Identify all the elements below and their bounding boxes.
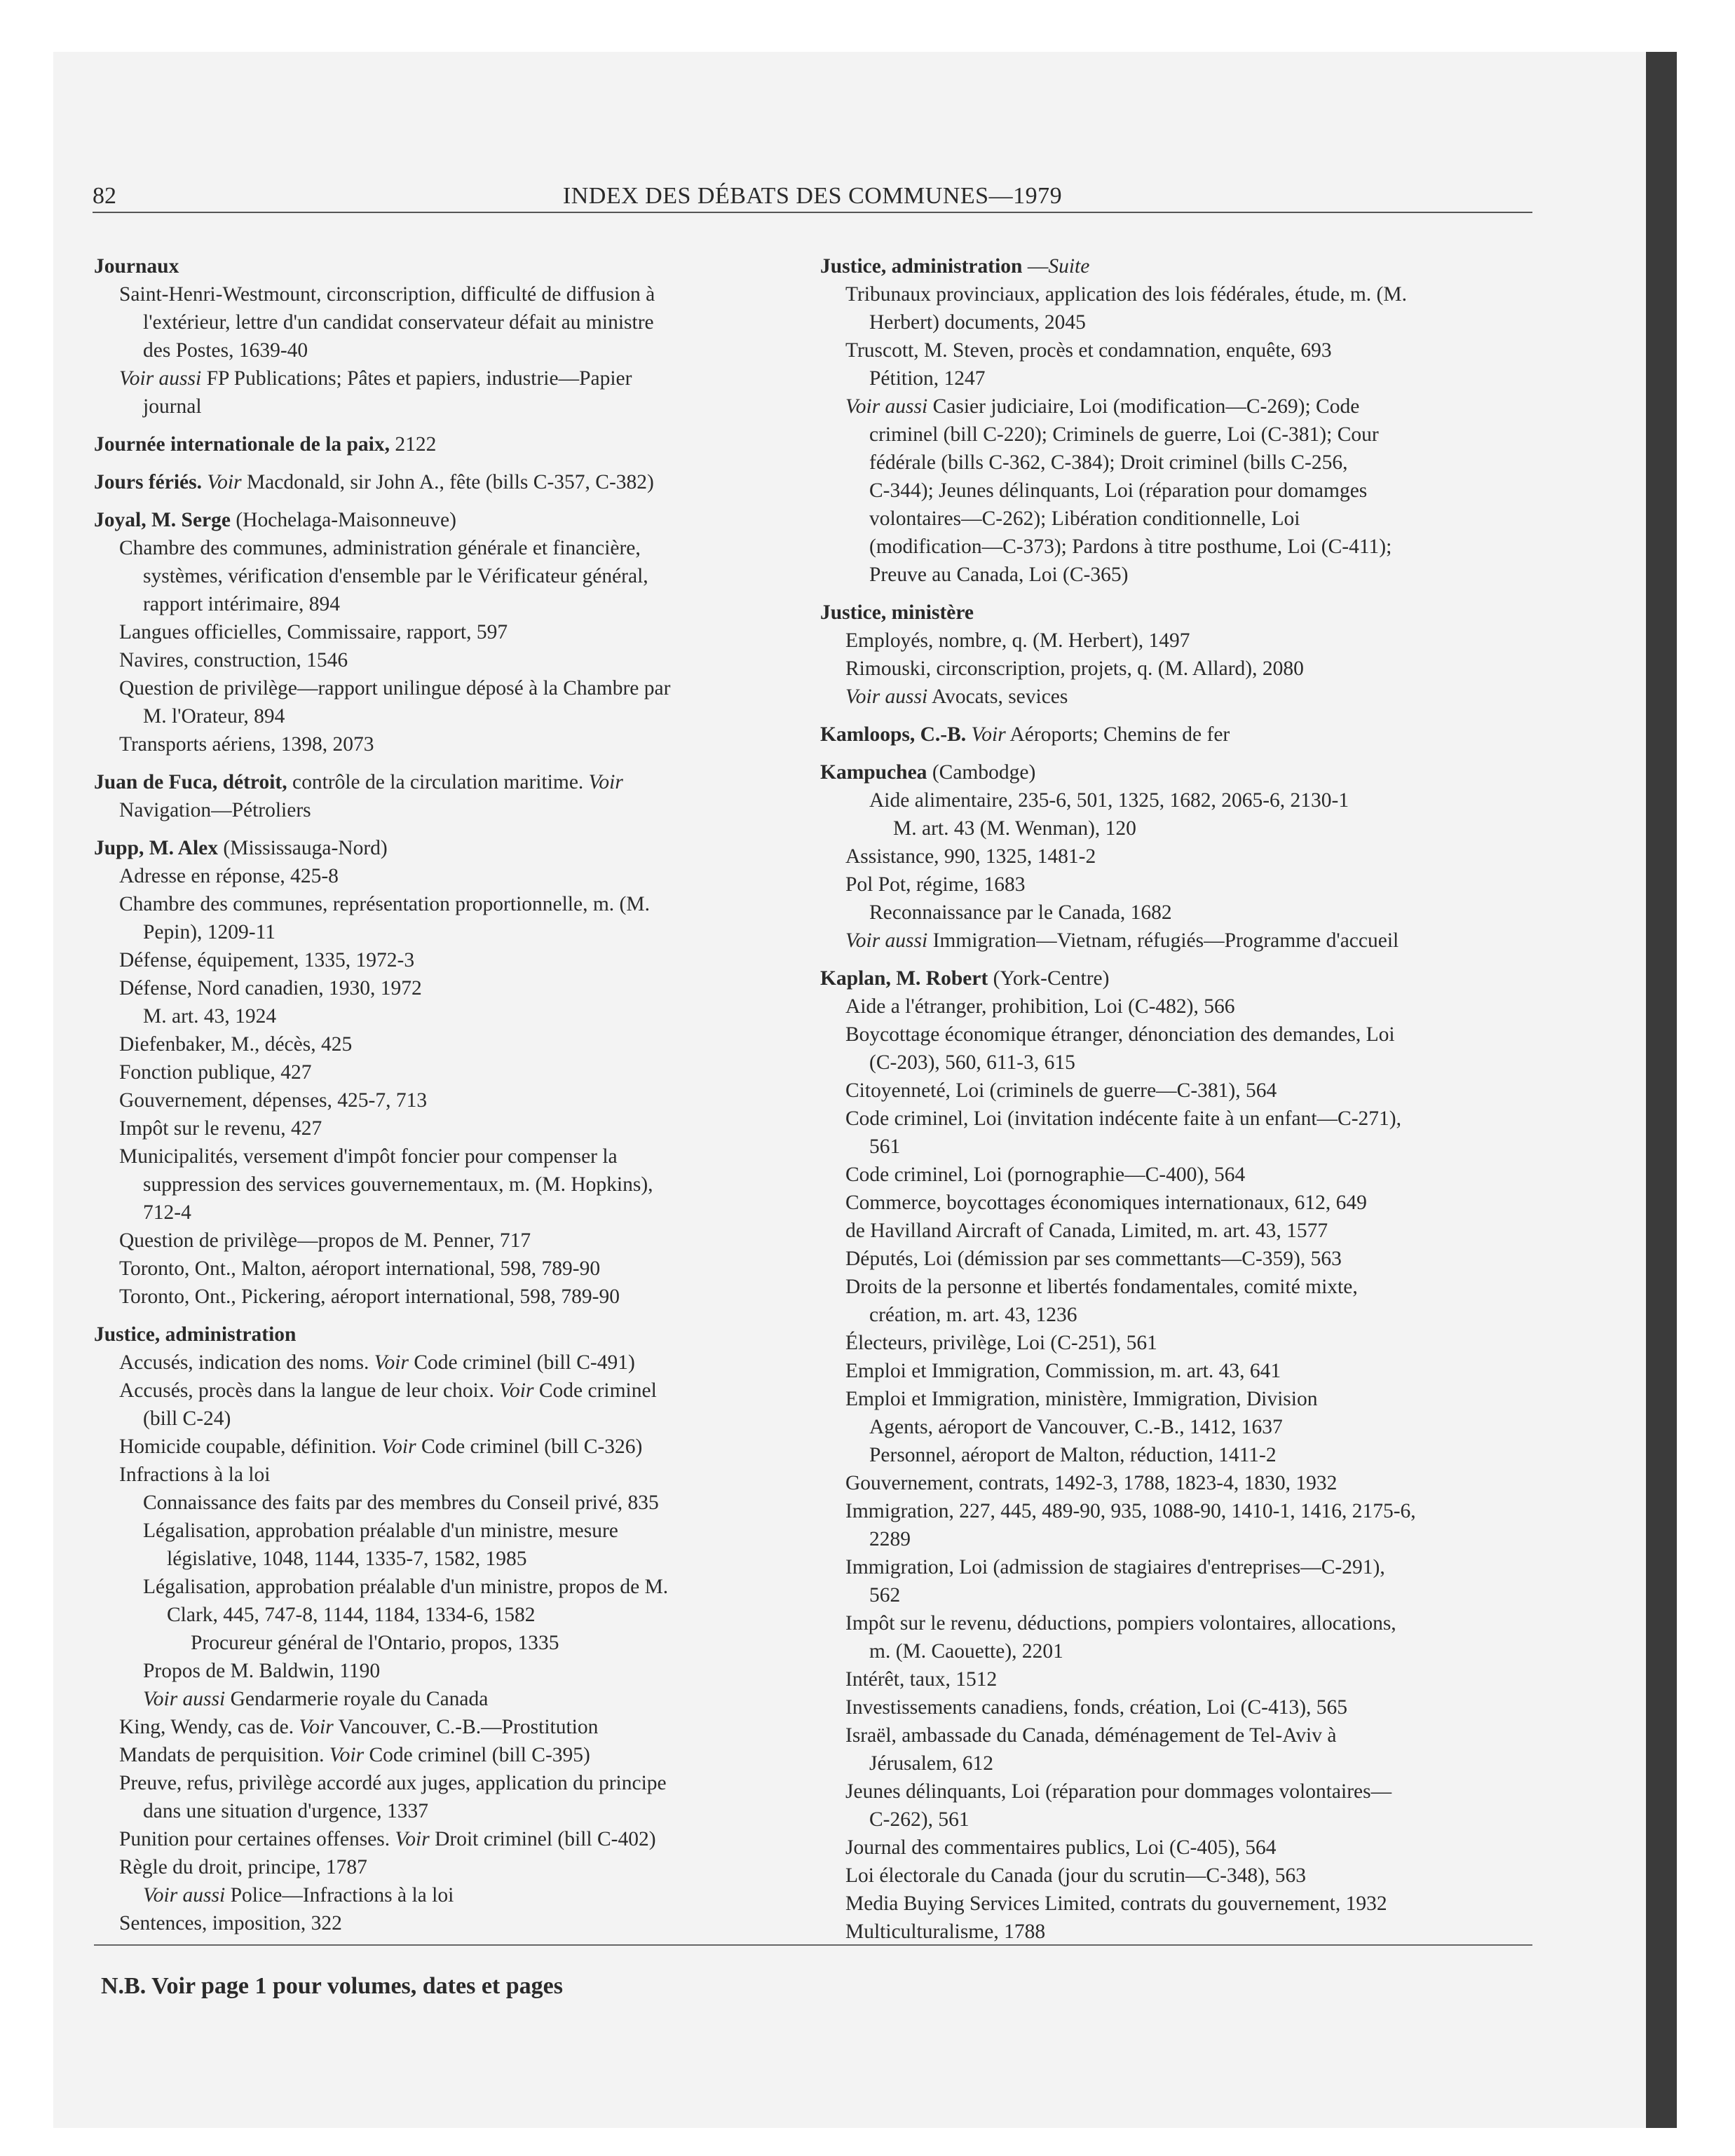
index-subentry-line bbox=[820, 786, 1497, 814]
cross-reference-label: Suite bbox=[1048, 255, 1090, 278]
index-subentry-line bbox=[820, 505, 1497, 533]
index-subentry-line bbox=[94, 1573, 770, 1601]
index-subentry-line bbox=[820, 1413, 1497, 1441]
index-subentry-line bbox=[94, 1909, 770, 1937]
index-subentry-line bbox=[94, 1741, 770, 1769]
index-subentry-line bbox=[820, 1105, 1497, 1133]
index-text: Sentences, imposition, 322 bbox=[119, 1912, 342, 1935]
index-subentry-line bbox=[820, 561, 1497, 589]
index-entry bbox=[94, 252, 770, 421]
index-subentry-line bbox=[94, 1461, 770, 1489]
cross-reference-label: Voir bbox=[381, 1435, 416, 1458]
index-text: Vancouver, C.-B.—Prostitution bbox=[333, 1716, 599, 1738]
index-entry bbox=[94, 468, 770, 496]
index-entry bbox=[820, 599, 1497, 711]
index-subentry-line bbox=[94, 1002, 770, 1030]
index-subentry-line bbox=[820, 1637, 1497, 1665]
index-subentry-line bbox=[94, 308, 770, 336]
index-subentry-line bbox=[820, 1778, 1497, 1806]
index-subentry-line bbox=[94, 1199, 770, 1227]
index-heading-line bbox=[94, 430, 770, 458]
index-text: contrôle de la circulation maritime. bbox=[287, 771, 589, 793]
index-subentry-line bbox=[820, 1693, 1497, 1721]
index-subentry-line bbox=[94, 1489, 770, 1517]
index-text: Question de privilège—propos de M. Penner, 717 bbox=[119, 1229, 531, 1252]
index-text: Truscott, M. Steven, procès et condamnation, enquête, 693 bbox=[845, 339, 1332, 362]
index-heading-line bbox=[820, 964, 1497, 992]
index-text: Adresse en réponse, 425-8 bbox=[119, 865, 339, 887]
index-text: Jérusalem, 612 bbox=[869, 1752, 993, 1775]
index-text: Pepin), 1209-11 bbox=[143, 921, 275, 943]
index-text: systèmes, vérification d'ensemble par le Vérificateur général, bbox=[143, 565, 648, 587]
index-subentry-line bbox=[820, 1918, 1497, 1946]
index-term: Justice, administration bbox=[820, 255, 1023, 278]
cross-reference-label: Voir bbox=[588, 771, 623, 793]
index-text bbox=[966, 723, 971, 746]
index-subentry-line bbox=[820, 1862, 1497, 1890]
index-subentry-line bbox=[820, 1273, 1497, 1301]
cross-reference-label: Voir aussi bbox=[845, 929, 928, 952]
index-text: M. l'Orateur, 894 bbox=[143, 705, 285, 728]
index-text: Code criminel (bill C-491) bbox=[408, 1351, 635, 1374]
index-text: Propos de M. Baldwin, 1190 bbox=[143, 1660, 381, 1682]
index-subentry-line bbox=[94, 1797, 770, 1825]
index-subentry-line bbox=[94, 1685, 770, 1713]
index-text: — bbox=[1022, 255, 1049, 278]
index-text: Macdonald, sir John A., fête (bills C-357, C-382) bbox=[241, 471, 654, 493]
index-subentry-line bbox=[820, 992, 1497, 1021]
index-text: (modification—C-373); Pardons à titre posthume, Loi (C-411); bbox=[869, 535, 1392, 558]
index-subentry-line bbox=[820, 1077, 1497, 1105]
index-term: Journaux bbox=[94, 255, 179, 278]
index-text: Gouvernement, dépenses, 425-7, 713 bbox=[119, 1089, 428, 1112]
index-text: Immigration, Loi (admission de stagiaires d'entreprises—C-291), bbox=[845, 1556, 1385, 1578]
index-text: (Mississauga-Nord) bbox=[218, 837, 388, 859]
index-term: Jupp, M. Alex bbox=[94, 837, 219, 859]
index-heading-line bbox=[820, 599, 1497, 627]
index-subentry-line bbox=[94, 1405, 770, 1433]
index-text: Chambre des communes, administration générale et financière, bbox=[119, 537, 641, 559]
footer-rule bbox=[94, 1944, 1532, 1946]
index-text: Électeurs, privilège, Loi (C-251), 561 bbox=[845, 1332, 1157, 1354]
index-text: Impôt sur le revenu, 427 bbox=[119, 1117, 322, 1140]
index-subentry-line bbox=[820, 1133, 1497, 1161]
index-text: (C-203), 560, 611-3, 615 bbox=[869, 1051, 1075, 1074]
index-heading-line bbox=[94, 506, 770, 534]
index-subentry-line bbox=[820, 1525, 1497, 1553]
index-subentry-line bbox=[820, 1049, 1497, 1077]
index-subentry-line bbox=[94, 1629, 770, 1657]
index-subentry-line bbox=[820, 842, 1497, 871]
index-text: Pol Pot, régime, 1683 bbox=[845, 873, 1026, 896]
index-text: Immigration—Vietnam, réfugiés—Programme d'accueil bbox=[927, 929, 1399, 952]
index-subentry-line bbox=[820, 533, 1497, 561]
index-text: 2122 bbox=[390, 433, 437, 456]
index-subentry-line bbox=[820, 1749, 1497, 1778]
index-text: Boycottage économique étranger, dénonciation des demandes, Loi bbox=[845, 1023, 1395, 1046]
index-text: Question de privilège—rapport unilingue déposé à la Chambre par bbox=[119, 677, 671, 700]
scan-edge-bar bbox=[1646, 52, 1677, 2128]
index-subentry-line bbox=[820, 1721, 1497, 1749]
index-text: Saint-Henri-Westmount, circonscription, difficulté de diffusion à bbox=[119, 283, 655, 306]
index-subentry-line bbox=[94, 1517, 770, 1545]
index-text: Accusés, procès dans la langue de leur choix. bbox=[119, 1379, 500, 1402]
cross-reference-label: Voir bbox=[374, 1351, 409, 1374]
index-heading-line bbox=[94, 468, 770, 496]
index-term: Justice, ministère bbox=[820, 601, 974, 624]
index-subentry-line bbox=[94, 730, 770, 758]
index-text: Navires, construction, 1546 bbox=[119, 649, 348, 671]
cross-reference-label: Voir aussi bbox=[845, 395, 928, 418]
index-text: C-344); Jeunes délinquants, Loi (réparation pour domamges bbox=[869, 479, 1368, 502]
index-entry bbox=[820, 252, 1497, 589]
index-text: criminel (bill C-220); Criminels de guerre, Loi (C-381); Cour bbox=[869, 423, 1379, 446]
index-term: Journée internationale de la paix, bbox=[94, 433, 390, 456]
index-subentry-line bbox=[820, 336, 1497, 364]
index-subentry-line bbox=[94, 1142, 770, 1171]
index-subentry-line bbox=[94, 918, 770, 946]
index-term: Kaplan, M. Robert bbox=[820, 967, 988, 990]
index-subentry-line bbox=[94, 974, 770, 1002]
index-term: Jours fériés. bbox=[94, 471, 203, 493]
index-subentry-line bbox=[820, 421, 1497, 449]
index-entry bbox=[94, 506, 770, 758]
index-text: Règle du droit, principe, 1787 bbox=[119, 1856, 367, 1878]
index-text: C-262), 561 bbox=[869, 1808, 969, 1831]
index-subentry-line bbox=[94, 393, 770, 421]
index-text: Preuve au Canada, Loi (C-365) bbox=[869, 564, 1129, 586]
index-text: Municipalités, versement d'impôt foncier pour compenser la bbox=[119, 1145, 618, 1168]
index-text: Navigation—Pétroliers bbox=[119, 799, 311, 821]
index-text: Journal des commentaires publics, Loi (C-405), 564 bbox=[845, 1836, 1277, 1859]
cross-reference-label: Voir aussi bbox=[143, 1884, 226, 1906]
index-text: Reconnaissance par le Canada, 1682 bbox=[869, 901, 1172, 924]
index-text: suppression des services gouvernementaux, m. (M. Hopkins), bbox=[143, 1173, 653, 1196]
index-text: 561 bbox=[869, 1135, 901, 1158]
index-entry bbox=[94, 768, 770, 824]
cross-reference-label: Voir bbox=[499, 1379, 534, 1402]
index-subentry-line bbox=[94, 1657, 770, 1685]
index-subentry-line bbox=[820, 1161, 1497, 1189]
cross-reference-label: Voir bbox=[971, 723, 1006, 746]
index-entry bbox=[94, 430, 770, 458]
index-subentry-line bbox=[94, 862, 770, 890]
index-text: Citoyenneté, Loi (criminels de guerre—C-381), 564 bbox=[845, 1079, 1277, 1102]
index-subentry-line bbox=[820, 1469, 1497, 1497]
index-heading-line bbox=[94, 252, 770, 280]
index-subentry-line bbox=[94, 1349, 770, 1377]
index-subentry-line bbox=[94, 1255, 770, 1283]
index-subentry-line bbox=[94, 1114, 770, 1142]
index-text: Chambre des communes, représentation proportionnelle, m. (M. bbox=[119, 893, 650, 915]
index-text: Employés, nombre, q. (M. Herbert), 1497 bbox=[845, 629, 1190, 652]
index-text: Gendarmerie royale du Canada bbox=[225, 1688, 489, 1710]
index-subentry-line bbox=[94, 1086, 770, 1114]
index-subentry-line bbox=[94, 336, 770, 364]
index-text: Rimouski, circonscription, projets, q. (M. Allard), 2080 bbox=[845, 657, 1304, 680]
index-subentry-line bbox=[94, 562, 770, 590]
index-text: Code criminel (bill C-326) bbox=[416, 1435, 643, 1458]
index-subentry-line bbox=[94, 590, 770, 618]
index-subentry-line bbox=[94, 1283, 770, 1311]
index-text: Aide alimentaire, 235-6, 501, 1325, 1682, 2065-6, 2130-1 bbox=[869, 789, 1349, 812]
index-column-left bbox=[94, 252, 770, 1947]
index-text: (bill C-24) bbox=[143, 1407, 231, 1430]
index-text: Code criminel bbox=[533, 1379, 657, 1402]
index-subentry-line bbox=[820, 1890, 1497, 1918]
index-text: Jeunes délinquants, Loi (réparation pour dommages volontaires— bbox=[845, 1780, 1392, 1803]
index-subentry-line bbox=[94, 674, 770, 702]
index-term: Kamloops, C.-B. bbox=[820, 723, 967, 746]
index-text: Défense, équipement, 1335, 1972-3 bbox=[119, 949, 415, 971]
index-text: Langues officielles, Commissaire, rapport, 597 bbox=[119, 621, 508, 643]
index-text: (Cambodge) bbox=[927, 761, 1036, 784]
index-text: 562 bbox=[869, 1584, 901, 1606]
index-text: Media Buying Services Limited, contrats du gouvernement, 1932 bbox=[845, 1892, 1387, 1915]
index-subentry-line bbox=[820, 393, 1497, 421]
index-text: Infractions à la loi bbox=[119, 1464, 271, 1486]
index-subentry-line bbox=[820, 899, 1497, 927]
index-subentry-line bbox=[820, 1609, 1497, 1637]
index-subentry-line bbox=[94, 1058, 770, 1086]
index-text: Légalisation, approbation préalable d'un ministre, propos de M. bbox=[143, 1576, 669, 1598]
index-text: dans une situation d'urgence, 1337 bbox=[143, 1800, 429, 1822]
index-subentry-line bbox=[820, 927, 1497, 955]
index-text: Toronto, Ont., Pickering, aéroport international, 598, 789-90 bbox=[119, 1285, 620, 1308]
index-heading-line bbox=[820, 252, 1497, 280]
running-title: INDEX DES DÉBATS DES COMMUNES—1979 bbox=[562, 183, 1063, 209]
index-subentry-line bbox=[94, 1171, 770, 1199]
index-text: de Havilland Aircraft of Canada, Limited, m. art. 43, 1577 bbox=[845, 1220, 1328, 1242]
index-subentry-line bbox=[820, 1553, 1497, 1581]
index-text: Aide a l'étranger, prohibition, Loi (C-482), 566 bbox=[845, 995, 1235, 1018]
index-subentry-line bbox=[820, 1497, 1497, 1525]
index-heading-line bbox=[820, 721, 1497, 749]
index-text: Loi électorale du Canada (jour du scrutin—C-348), 563 bbox=[845, 1864, 1307, 1887]
index-subentry-line bbox=[94, 1030, 770, 1058]
index-text: m. (M. Caouette), 2201 bbox=[869, 1640, 1063, 1663]
index-subentry-line bbox=[820, 477, 1497, 505]
index-term: Juan de Fuca, détroit, bbox=[94, 771, 287, 793]
index-subentry-line bbox=[820, 1189, 1497, 1217]
index-subentry-line bbox=[94, 946, 770, 974]
index-subentry-line bbox=[94, 1377, 770, 1405]
index-subentry-line bbox=[94, 1713, 770, 1741]
index-subentry-line bbox=[820, 1834, 1497, 1862]
index-subentry-line bbox=[94, 1825, 770, 1853]
index-text: Légalisation, approbation préalable d'un ministre, mesure bbox=[143, 1520, 618, 1542]
index-heading-line bbox=[94, 768, 770, 796]
index-subentry-line bbox=[820, 655, 1497, 683]
index-subentry-line bbox=[820, 1329, 1497, 1357]
index-text: Emploi et Immigration, Commission, m. art. 43, 641 bbox=[845, 1360, 1281, 1382]
index-text: Multiculturalisme, 1788 bbox=[845, 1920, 1046, 1943]
index-text: Droits de la personne et libertés fondamentales, comité mixte, bbox=[845, 1276, 1358, 1298]
index-subentry-line bbox=[820, 1385, 1497, 1413]
index-heading-line bbox=[820, 758, 1497, 786]
index-text: M. art. 43, 1924 bbox=[143, 1005, 277, 1028]
index-subentry-line bbox=[820, 1021, 1497, 1049]
index-subentry-line bbox=[820, 814, 1497, 842]
cross-reference-label: Voir bbox=[207, 471, 242, 493]
page-number: 82 bbox=[93, 183, 116, 209]
index-subentry-line bbox=[820, 1217, 1497, 1245]
index-entry bbox=[94, 1321, 770, 1937]
index-text: Code criminel, Loi (pornographie—C-400), 564 bbox=[845, 1164, 1246, 1186]
index-subentry-line bbox=[94, 702, 770, 730]
index-text: Code criminel, Loi (invitation indécente faite à un enfant—C-271), bbox=[845, 1107, 1401, 1130]
index-text: Pétition, 1247 bbox=[869, 367, 986, 390]
index-text: Fonction publique, 427 bbox=[119, 1061, 312, 1084]
index-term: Justice, administration bbox=[94, 1323, 297, 1346]
index-entry bbox=[820, 758, 1497, 955]
index-subentry-line bbox=[94, 1227, 770, 1255]
index-text: Clark, 445, 747-8, 1144, 1184, 1334-6, 1582 bbox=[167, 1604, 536, 1626]
index-heading-line bbox=[94, 1321, 770, 1349]
index-column-right bbox=[820, 252, 1497, 1956]
index-subentry-line bbox=[820, 1441, 1497, 1469]
index-text: Tribunaux provinciaux, application des lois fédérales, étude, m. (M. bbox=[845, 283, 1407, 306]
index-subentry-line bbox=[820, 449, 1497, 477]
index-text: King, Wendy, cas de. bbox=[119, 1716, 299, 1738]
index-subentry-line bbox=[94, 534, 770, 562]
index-text: Gouvernement, contrats, 1492-3, 1788, 1823-4, 1830, 1932 bbox=[845, 1472, 1338, 1494]
index-text: Police—Infractions à la loi bbox=[225, 1884, 454, 1906]
index-entry bbox=[94, 834, 770, 1311]
index-subentry-line bbox=[820, 280, 1497, 308]
index-subentry-line bbox=[820, 1665, 1497, 1693]
index-subentry-line bbox=[94, 1881, 770, 1909]
index-subentry-line bbox=[820, 364, 1497, 393]
index-heading-line bbox=[94, 834, 770, 862]
index-text: législative, 1048, 1144, 1335-7, 1582, 1985 bbox=[167, 1548, 527, 1570]
index-text: 712-4 bbox=[143, 1201, 191, 1224]
index-text: (Hochelaga-Maisonneuve) bbox=[230, 509, 456, 531]
index-entry bbox=[820, 964, 1497, 1946]
index-subentry-line bbox=[94, 364, 770, 393]
index-text: Punition pour certaines offenses. bbox=[119, 1828, 395, 1850]
cross-reference-label: Voir bbox=[395, 1828, 430, 1850]
index-text: FP Publications; Pâtes et papiers, industrie—Papier bbox=[201, 367, 632, 390]
index-text: Accusés, indication des noms. bbox=[119, 1351, 374, 1374]
index-text: Connaissance des faits par des membres du Conseil privé, 835 bbox=[143, 1492, 659, 1514]
index-subentry-line bbox=[820, 1245, 1497, 1273]
index-subentry-line bbox=[94, 796, 770, 824]
index-text: Preuve, refus, privilège accordé aux juges, application du principe bbox=[119, 1772, 667, 1794]
index-text: Casier judiciaire, Loi (modification—C-269); Code bbox=[927, 395, 1360, 418]
index-text: Personnel, aéroport de Malton, réduction, 1411-2 bbox=[869, 1444, 1277, 1466]
index-subentry-line bbox=[94, 1545, 770, 1573]
index-text: l'extérieur, lettre d'un candidat conservateur défait au ministre bbox=[143, 311, 654, 334]
index-text: 2289 bbox=[869, 1528, 911, 1550]
cross-reference-label: Voir aussi bbox=[845, 685, 928, 708]
index-text: Toronto, Ont., Malton, aéroport international, 598, 789-90 bbox=[119, 1257, 601, 1280]
index-subentry-line bbox=[94, 1433, 770, 1461]
index-text: volontaires—C-262); Libération conditionnelle, Loi bbox=[869, 507, 1300, 530]
index-subentry-line bbox=[820, 308, 1497, 336]
index-text: (York-Centre) bbox=[988, 967, 1110, 990]
index-text: Impôt sur le revenu, déductions, pompiers volontaires, allocations, bbox=[845, 1612, 1396, 1635]
index-subentry-line bbox=[94, 890, 770, 918]
index-subentry-line bbox=[820, 1806, 1497, 1834]
cross-reference-label: Voir bbox=[299, 1716, 334, 1738]
index-text: Commerce, boycottages économiques internationaux, 612, 649 bbox=[845, 1192, 1367, 1214]
index-text: Transports aériens, 1398, 2073 bbox=[119, 733, 374, 756]
index-text: création, m. art. 43, 1236 bbox=[869, 1304, 1077, 1326]
index-term: Joyal, M. Serge bbox=[94, 509, 231, 531]
footnote: N.B. Voir page 1 pour volumes, dates et pages bbox=[101, 1973, 563, 1999]
index-subentry-line bbox=[820, 683, 1497, 711]
index-text: Mandats de perquisition. bbox=[119, 1744, 329, 1766]
index-text: Herbert) documents, 2045 bbox=[869, 311, 1086, 334]
cross-reference-label: Voir bbox=[329, 1744, 365, 1766]
header-rule bbox=[93, 212, 1532, 213]
index-text: Investissements canadiens, fonds, création, Loi (C-413), 565 bbox=[845, 1696, 1348, 1719]
index-text: Agents, aéroport de Vancouver, C.-B., 1412, 1637 bbox=[869, 1416, 1283, 1438]
index-text: Emploi et Immigration, ministère, Immigration, Division bbox=[845, 1388, 1318, 1410]
index-text: Défense, Nord canadien, 1930, 1972 bbox=[119, 977, 422, 999]
index-subentry-line bbox=[820, 1357, 1497, 1385]
index-text: Députés, Loi (démission par ses commettants—C-359), 563 bbox=[845, 1248, 1342, 1270]
index-subentry-line bbox=[94, 646, 770, 674]
index-subentry-line bbox=[820, 1581, 1497, 1609]
index-subentry-line bbox=[94, 1769, 770, 1797]
index-text: rapport intérimaire, 894 bbox=[143, 593, 340, 615]
index-subentry-line bbox=[94, 280, 770, 308]
index-text: Homicide coupable, définition. bbox=[119, 1435, 382, 1458]
index-text: Code criminel (bill C-395) bbox=[364, 1744, 590, 1766]
index-text: M. art. 43 (M. Wenman), 120 bbox=[893, 817, 1136, 840]
cross-reference-label: Voir aussi bbox=[119, 367, 202, 390]
index-text: des Postes, 1639-40 bbox=[143, 339, 308, 362]
page-header bbox=[93, 179, 1532, 213]
cross-reference-label: Voir aussi bbox=[143, 1688, 226, 1710]
index-subentry-line bbox=[94, 1601, 770, 1629]
index-subentry-line bbox=[820, 871, 1497, 899]
index-text: Aéroports; Chemins de fer bbox=[1005, 723, 1230, 746]
index-text: Droit criminel (bill C-402) bbox=[429, 1828, 656, 1850]
index-text: Immigration, 227, 445, 489-90, 935, 1088-90, 1410-1, 1416, 2175-6, bbox=[845, 1500, 1416, 1522]
index-text: Diefenbaker, M., décès, 425 bbox=[119, 1033, 353, 1056]
index-text: Israël, ambassade du Canada, déménagement de Tel-Aviv à bbox=[845, 1724, 1337, 1747]
index-text: journal bbox=[143, 395, 202, 418]
index-term: Kampuchea bbox=[820, 761, 927, 784]
index-subentry-line bbox=[820, 627, 1497, 655]
index-text: Avocats, sevices bbox=[927, 685, 1068, 708]
index-text: Procureur général de l'Ontario, propos, 1335 bbox=[191, 1632, 559, 1654]
index-text: Assistance, 990, 1325, 1481-2 bbox=[845, 845, 1096, 868]
index-subentry-line bbox=[94, 1853, 770, 1881]
index-text: fédérale (bills C-362, C-384); Droit criminel (bills C-256, bbox=[869, 451, 1348, 474]
index-text: Intérêt, taux, 1512 bbox=[845, 1668, 998, 1691]
index-subentry-line bbox=[94, 618, 770, 646]
index-subentry-line bbox=[820, 1301, 1497, 1329]
index-entry bbox=[820, 721, 1497, 749]
